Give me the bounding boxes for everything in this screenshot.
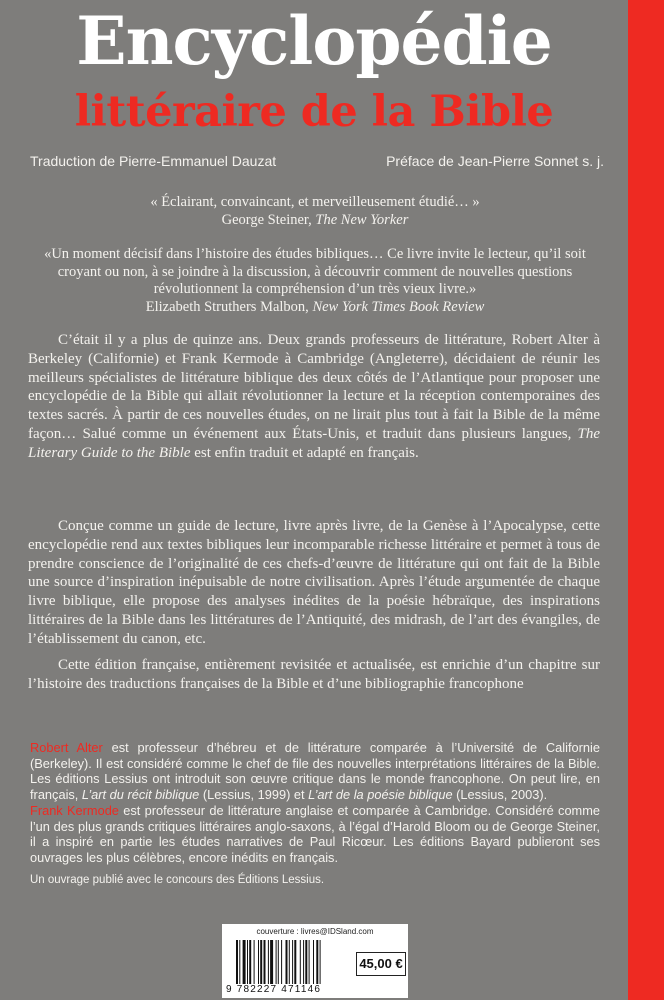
price-tag: 45,00 € [356, 952, 406, 976]
review-quote-malbon [28, 246, 602, 316]
bio-book-title: L’art de la poésie biblique [308, 787, 453, 803]
quote-text: «Un moment décisif dans l’histoire des études bibliques… Ce livre invite le lecteur, qu’il soit croyant ou non, à se joindre à la discussion, à découvrir comment de nouvelles questions révolutionnent la compréhension d’un très vieux livre.» [44, 246, 586, 297]
p1-text-start: C’était il y a plus de quinze ans. Deux grands professeurs de littérature, Robert Alter à Berkeley (Californie) et Frank Kermode à Cambridge (Angleterre), décidaient de réunir les meilleurs spécialistes de littérature biblique des deux côtés de l’Atlantique pour proposer une encyclopédie de la Bible qui allait révolutionner la lecture et la réception contemporaines des textes sacrés. À partir de ces nouvelles études, on ne lirait plus tout à fait la Bible de la même façon… Salué comme un événement aux États-Unis, et traduit dans plusieurs langues, [28, 332, 600, 442]
description-paragraph-1 [28, 331, 600, 463]
bio-text: est professeur d’hébreu et de littérature comparée à l’Université de Californie (Berkeley). Il est considéré comme le chef de file des nouvelles interprétations littéraires de la Bible. Les éditions Lessius ont introduit son œuvre critique dans le monde francophone. On peut lire, en français, [30, 740, 600, 803]
quote-attribution [28, 299, 602, 317]
barcode-icon [236, 940, 348, 984]
quote-author: Elizabeth Struthers Malbon, [145, 298, 313, 315]
quote-attribution [28, 212, 602, 230]
quote-author: George Steiner, [221, 211, 316, 228]
description-paragraph-2: Conçue comme un guide de lecture, livre après livre, de la Genèse à l’Apocalypse, cette encyclopédie rend aux textes bibliques leur incomparable richesse littéraire et permet à tous de prendre conscience de l’originalité de ces chefs-d’œuvre de littérature qui ont fait de la Bible une source d’inspiration inépuisable de notre civilisation. Après l’étude argumentée de chaque livre biblique, elle propose des analyses inédites de la poésie hébraïque, des inspirations littéraires de la Bible dans les littératures de l’Antiquité, des midrash, de l’art des évangiles, de l’établissement du canon, etc. [28, 518, 600, 647]
red-spine-strip [628, 0, 664, 1000]
bio-text: est professeur de littérature anglaise et comparée à Cambridge. Considéré comme l’un des plus grands critiques littéraires anglo-saxons, à l’égal d’Harold Bloom ou de George Steiner, il a inspiré en partie les études narratives de Paul Ricœur. Les éditions Bayard publieront ses ouvrages les plus célèbres, encore inédits en français. [30, 803, 600, 866]
bio-frank-kermode [30, 803, 600, 866]
translator-credit: Traduction de Pierre-Emmanuel Dauzat [30, 153, 277, 169]
p1-book-title: The Literary Guide to the Bible [28, 425, 600, 461]
bio-text: (Lessius, 1999) et [199, 787, 309, 803]
bio-name: Robert Alter [30, 740, 103, 755]
quote-source: New York Times Book Review [312, 298, 485, 315]
quote-text: « Éclairant, convaincant, et merveilleusement étudié… » [150, 194, 480, 210]
barcode-panel [222, 924, 408, 998]
publisher-note: Un ouvrage publié avec le concours des Éditions Lessius. [30, 874, 325, 886]
bio-robert-alter [30, 740, 600, 803]
book-title: Encyclopédie [76, 2, 552, 80]
cover-design-credit: couverture : livres@IDSland.com [256, 927, 374, 936]
description-paragraph-3: Cette édition française, entièrement revisitée et actualisée, est enrichie d’un chapitre sur l’histoire des traductions françaises de la Bible et d’une bibliographie francophone [28, 657, 600, 692]
preface-credit: Préface de Jean-Pierre Sonnet s. j. [386, 153, 604, 169]
bio-name: Frank Kermode [30, 803, 119, 818]
isbn-number: 9 782227 471146 [226, 984, 322, 995]
book-subtitle: littéraire de la Bible [74, 87, 554, 137]
p1-text-end: est enfin traduit et adapté en français. [190, 444, 419, 461]
quote-source: The New Yorker [315, 211, 409, 228]
bio-book-title: L’art du récit biblique [81, 787, 200, 803]
bio-text: (Lessius, 2003). [452, 787, 548, 803]
review-quote-steiner [28, 194, 602, 229]
